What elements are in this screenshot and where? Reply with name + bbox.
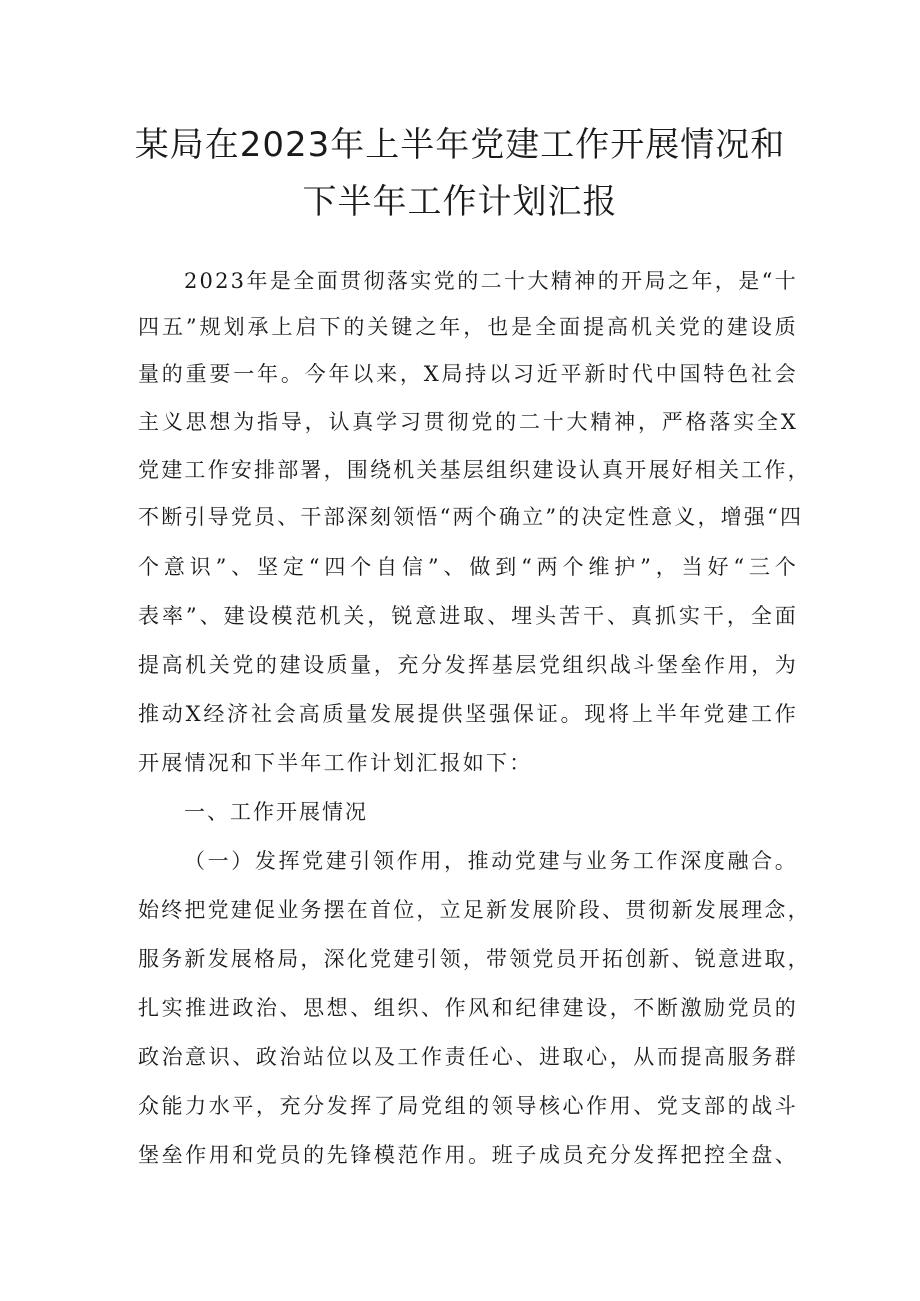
section-heading: 一、工作开展情况 xyxy=(184,800,368,824)
intro-line: 2023年是全面贯彻落实党的二十大精神的开局之年，是“十 xyxy=(184,269,798,293)
intro-line: 表率”、建设模范机关，锐意进取、埋头苦干、真抓实干，全面 xyxy=(138,604,798,628)
intro-line: 推动X经济社会高质量发展提供坚强保证。现将上半年党建工作 xyxy=(138,702,798,726)
intro-line: 四五”规划承上启下的关键之年，也是全面提高机关党的建设质 xyxy=(138,315,798,339)
intro-line: 开展情况和下半年工作计划汇报如下： xyxy=(138,751,533,775)
intro-line: 主义思想为指导，认真学习贯彻党的二十大精神，严格落实全X xyxy=(138,410,798,434)
section-line: 扎实推进政治、思想、组织、作风和纪律建设，不断激励党员的 xyxy=(138,996,798,1020)
section-line: （一）发挥党建引领作用，推动党建与业务工作深度融合。 xyxy=(184,849,798,873)
intro-line: 党建工作安排部署，围绕机关基层组织建设认真开展好相关工作， xyxy=(138,458,811,482)
section-line: 服务新发展格局，深化党建引领，带领党员开拓创新、锐意进取， xyxy=(138,947,811,971)
document-title-line-1: 某局在2023年上半年党建工作开展情况和 xyxy=(134,125,786,165)
intro-line: 提高机关党的建设质量，充分发挥基层党组织战斗堡垒作用，为 xyxy=(138,653,798,677)
section-line: 始终把党建促业务摆在首位，立足新发展阶段、贯彻新发展理念， xyxy=(138,898,811,922)
section-line: 众能力水平，充分发挥了局党组的领导核心作用、党支部的战斗 xyxy=(138,1094,798,1118)
intro-line: 不断引导党员、干部深刻领悟“两个确立”的决定性意义，增强“四 xyxy=(138,505,804,529)
intro-line: 量的重要一年。今年以来，X局持以习近平新时代中国特色社会 xyxy=(138,362,798,386)
section-line: 政治意识、政治站位以及工作责任心、进取心，从而提高服务群 xyxy=(138,1045,798,1069)
intro-line: 个意识”、坚定“四个自信”、做到“两个维护”，当好“三个 xyxy=(138,555,798,579)
section-line: 堡垒作用和党员的先锋模范作用。班子成员充分发挥把控全盘、 xyxy=(138,1143,798,1167)
document-title-line-2: 下半年工作计划汇报 xyxy=(302,182,618,222)
